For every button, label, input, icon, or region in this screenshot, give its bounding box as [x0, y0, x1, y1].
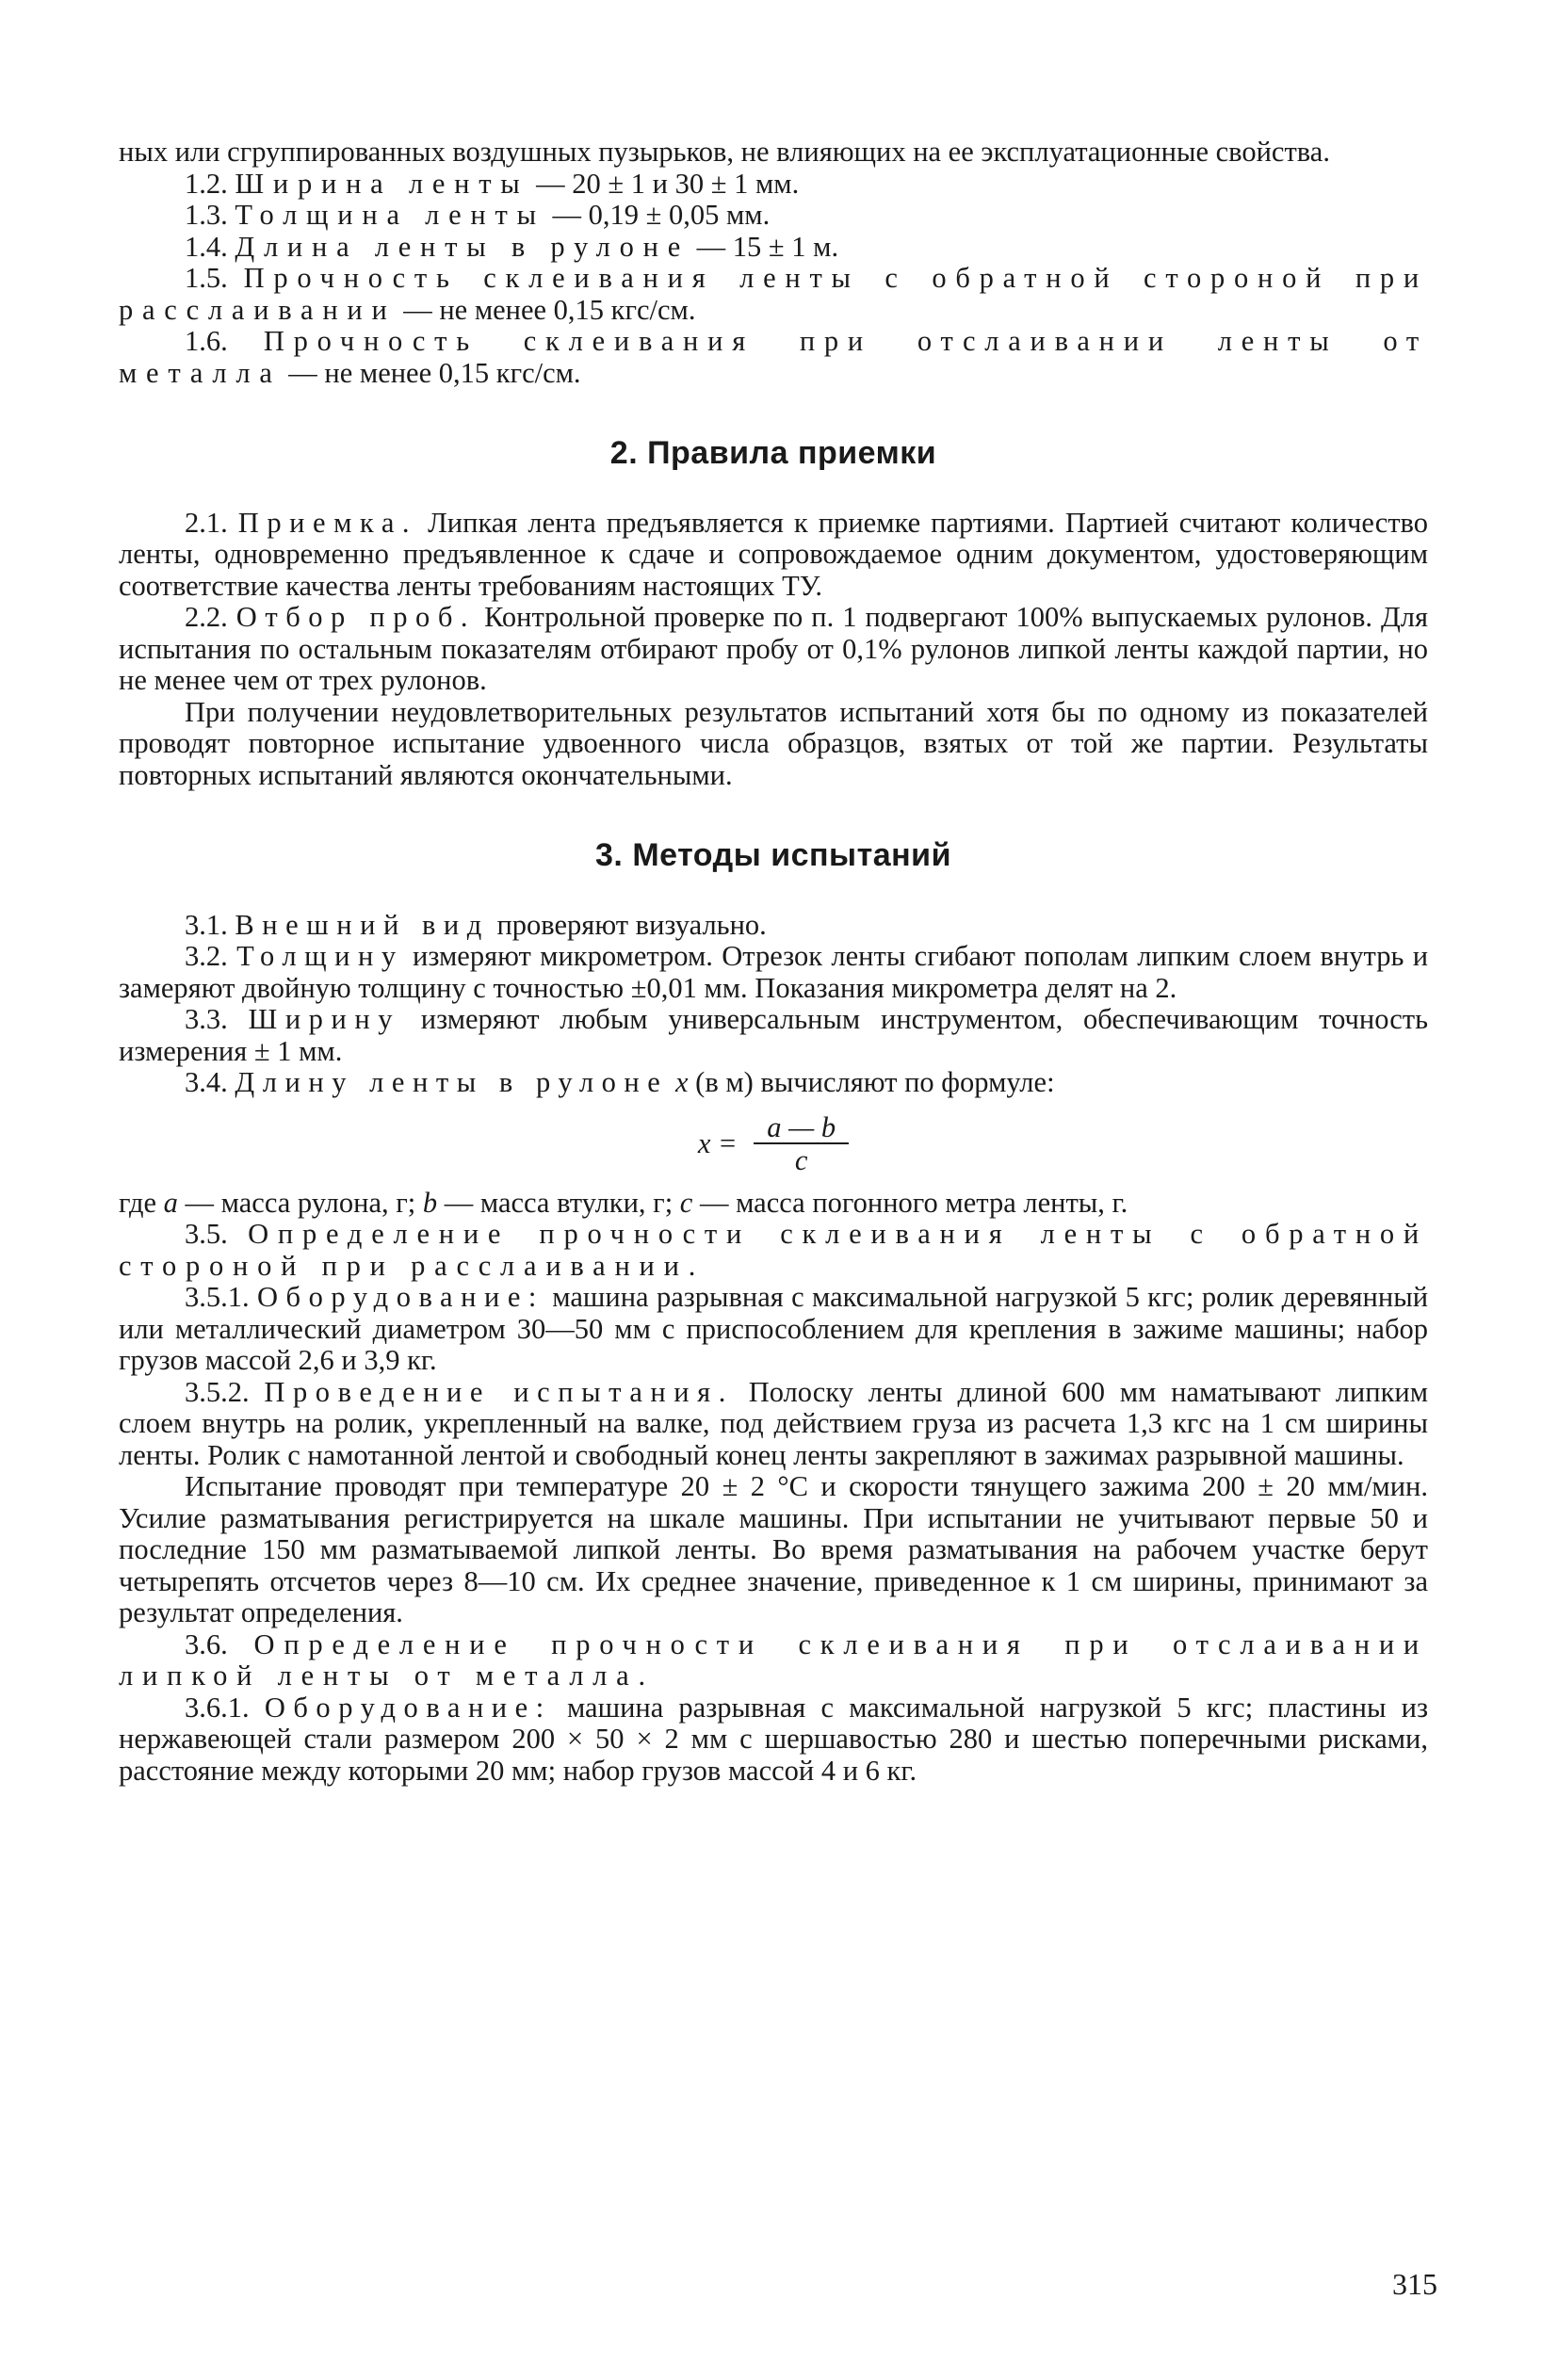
term: Отбор проб. [235, 601, 477, 633]
term: Длину ленты в рулоне [235, 1066, 669, 1098]
item-1-4: 1.4. Длина ленты в рулоне — 15 ± 1 м. [185, 230, 839, 263]
item-2-1: 2.1. Приемка. Липкая лента предъявляется к приемке партиями. Партией считают количество ленты, одновременно предъявленное к сдаче и сопровождаемое одним документом, удостоверяющим соответствие качества ленты требованиям настоящих ТУ. [119, 506, 1428, 602]
item-3-5: 3.5. Определение прочности склеивания ленты с обратной стороной при расслаивании. [119, 1218, 1429, 1282]
term: Оборудование: [264, 1691, 552, 1724]
item-1-6: 1.6. Прочность склеивания при отслаивании ленты от металла — не менее 0,15 кгс/см. [119, 325, 1429, 389]
item-3-2: 3.2. Толщину измеряют микрометром. Отрезок ленты сгибают пополам липким слоем внутрь и замеряют двойную толщину с точностью ±0,01 мм. Показания микрометра делят на 2. [119, 940, 1429, 1004]
term: Проведение испытания. [264, 1375, 734, 1408]
item-3-6-1: 3.6.1. Оборудование: машина разрывная с максимальной нагрузкой 5 кгс; пластины из нержавеющей стали размером 200 × 50 × 2 мм с шершавостью 280 и шестью поперечными рисками, расстояние между которыми 20 мм; набор грузов массой 4 и 6 кг. [119, 1691, 1428, 1787]
item-3-4: 3.4. Длину ленты в рулоне x (в м) вычисляют по формуле: [185, 1066, 1055, 1098]
formula [119, 1112, 1428, 1174]
item-3-5-2: 3.5.2. Проведение испытания. Полоску ленты длиной 600 мм наматывают липким слоем внутрь на ролик, укрепленный на валке, под действием груза из расчета 1,3 кгс на 1 см ширины ленты. Ролик с намотанной лентой и свободный конец ленты закрепляют в зажимах разрывной машины. [119, 1375, 1429, 1471]
item-3-6: 3.6. Определение прочности склеивания при отслаивании липкой ленты от металла. [119, 1627, 1429, 1692]
item-3-5-1: 3.5.1. Оборудование: машина разрывная с максимальной нагрузкой 5 кгс; ролик деревянный или металлический диаметром 30—50 мм с приспособлением для крепления в зажиме машины; набор грузов массой 2,6 и 3,9 кг. [119, 1281, 1429, 1376]
item-3-3: 3.3. Ширину измеряют любым универсальным инструментом, обеспечивающим точность измерения ± 1 мм. [119, 1003, 1429, 1067]
term: Внешний вид [235, 908, 490, 941]
paragraph-test-conditions: Испытание проводят при температуре 20 ± 2 °С и скорости тянущего зажима 200 ± 20 мм/мин. Усилие разматывания регистрируется на шкале машины. При испытании не учитывают первые 50 и последние 150 мм разматываемой липкой ленты. Во время разматывания на рабочем участке берут четырепять отсчетов через 8—10 см. Их среднее значение, приведенное к 1 см ширины, принимают за результат определения. [119, 1470, 1428, 1628]
formula-denominator: c [794, 1143, 808, 1176]
paragraph-continuation: ных или сгруппированных воздушных пузырьков, не влияющих на ее эксплуатационные свойства. [119, 136, 1330, 168]
page-body [119, 137, 1428, 1787]
term: Прочность склеивания при отслаивании ленты от металла [119, 325, 1429, 389]
term: Приемка. [237, 506, 418, 539]
item-2-2: 2.2. Отбор проб. Контрольной проверке по п. 1 подвергают 100% выпускаемых рулонов. Для испытания по остальным показателям отбирают пробу от 0,1% рулонов липкой ленты каждой партии, но не менее чем от трех рулонов. [119, 601, 1429, 696]
term: Определение прочности склеивания при отслаивании липкой ленты от металла. [119, 1627, 1429, 1692]
formula-legend: где a — масса рулона, г; b — масса втулки, г; c — масса погонного метра ленты, г. [119, 1186, 1128, 1219]
term: Ширину [248, 1003, 400, 1035]
term: Длина ленты в рулоне [235, 230, 690, 263]
section-heading-2: 2. Правила приемки [609, 435, 937, 471]
variable-x: x [674, 1066, 689, 1098]
term: Ширина ленты [235, 167, 529, 200]
term: Толщина ленты [235, 199, 545, 231]
item-3-1: 3.1. Внешний вид проверяют визуально. [185, 908, 767, 941]
page-number: 315 [1392, 2267, 1437, 2301]
term: Прочность склеивания ленты с обратной стороной при расслаивании [119, 262, 1428, 326]
formula-lhs: x = [697, 1126, 738, 1159]
term: Определение прочности склеивания ленты с обратной стороной при расслаивании. [119, 1218, 1429, 1282]
item-1-2: 1.2. Ширина ленты — 20 ± 1 и 30 ± 1 мм. [185, 167, 800, 200]
formula-numerator: a — b [754, 1112, 849, 1144]
item-1-5: 1.5. Прочность склеивания ленты с обратной стороной при расслаивании — не менее 0,15 кгс/см. [119, 262, 1428, 326]
section-heading-3: 3. Методы испытаний [595, 837, 951, 873]
formula-fraction [754, 1112, 849, 1176]
term: Оборудование: [256, 1281, 544, 1313]
term: Толщину [236, 940, 404, 972]
item-1-3: 1.3. Толщина ленты — 0,19 ± 0,05 мм. [185, 199, 771, 231]
paragraph-retest: При получении неудовлетворительных результатов испытаний хотя бы по одному из показателей проводят повторное испытание удвоенного числа образцов, взятых от той же партии. Результаты повторных испытаний являются окончательными. [119, 695, 1428, 791]
